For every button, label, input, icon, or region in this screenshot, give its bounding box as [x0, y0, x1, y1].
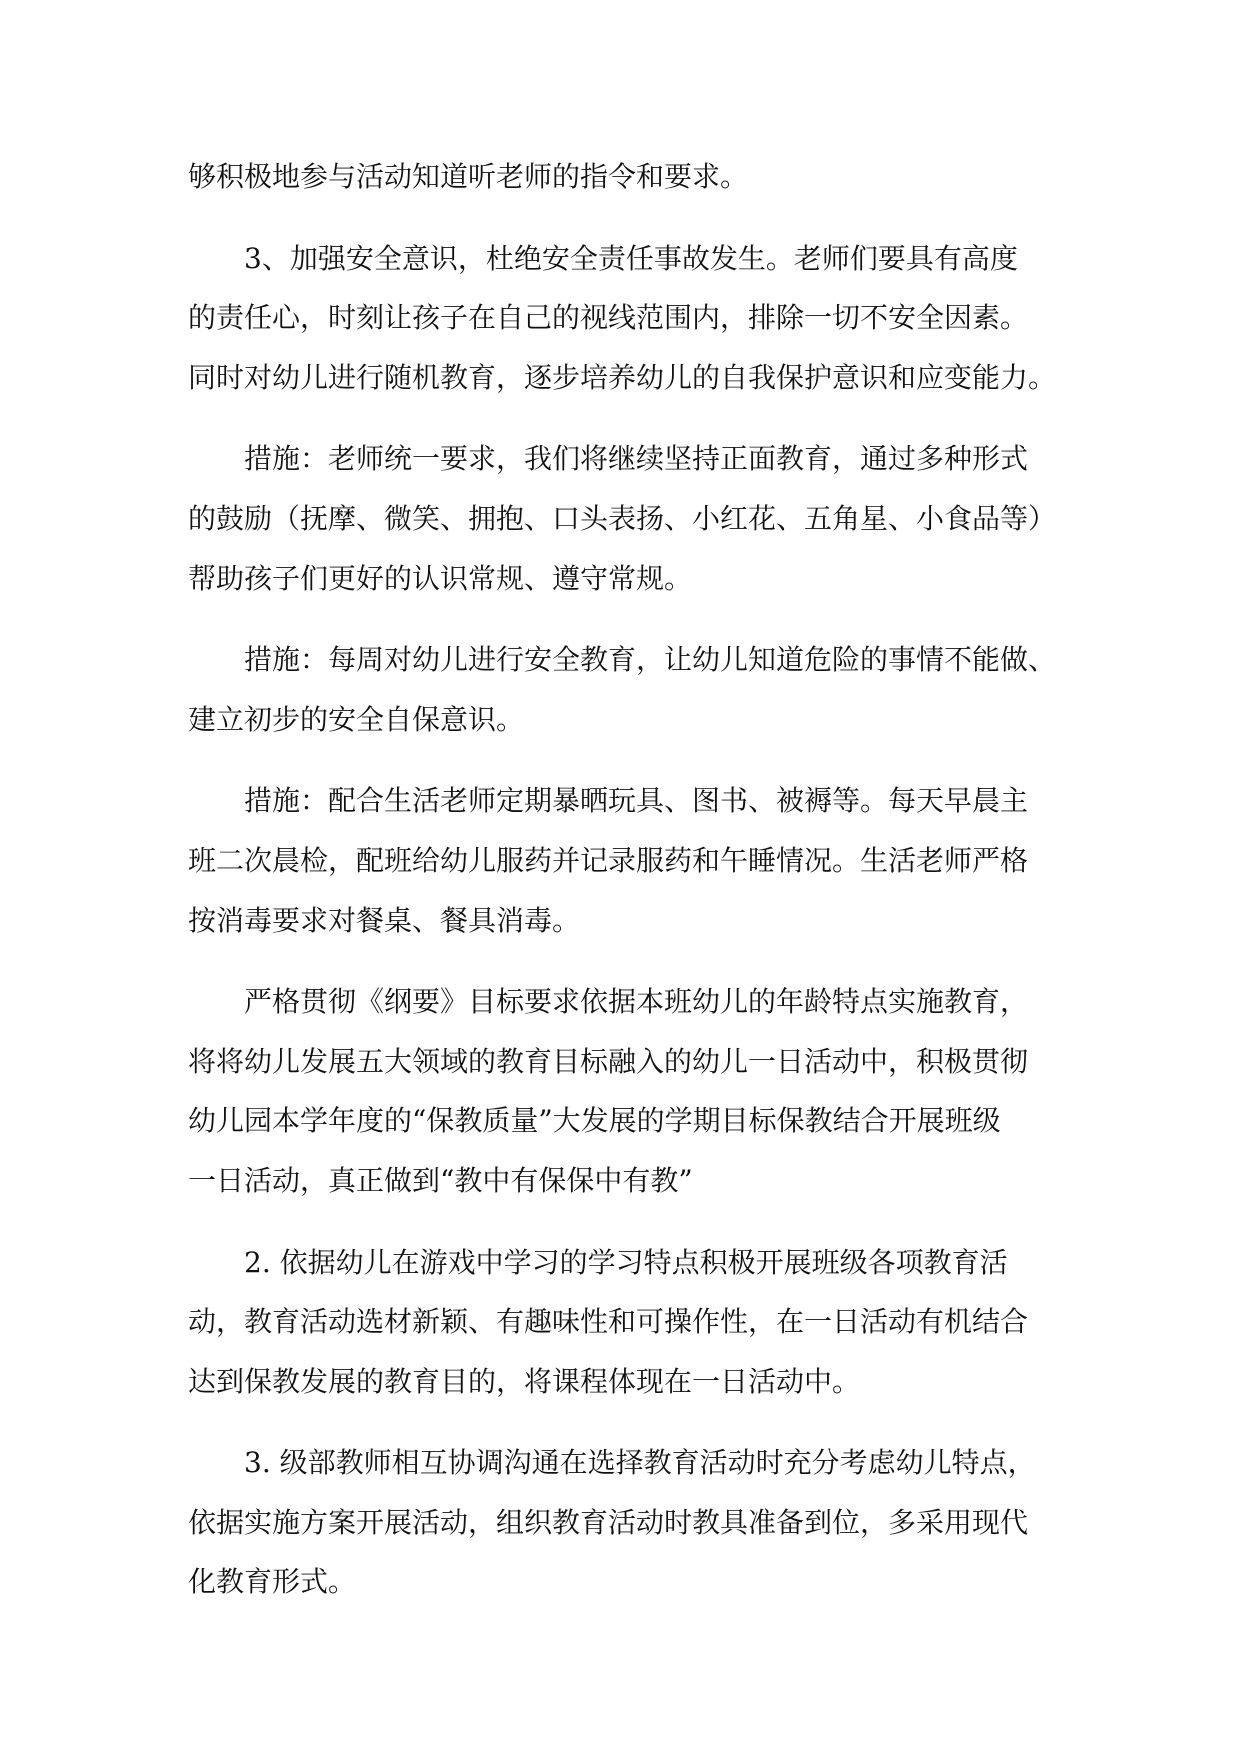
text-line: 达到保教发展的教育目的，将课程体现在一日活动中。: [188, 1364, 861, 1398]
paragraph-8-teacher-coordination: [188, 1433, 1056, 1612]
text-line: 措施：配合生活老师定期暴晒玩具、图书、被褥等。每天早晨主: [244, 784, 1029, 818]
text-line: 同时对幼儿进行随机教育，逐步培养幼儿的自我保护意识和应变能力。: [188, 360, 1057, 394]
text-line: 措施：每周对幼儿进行安全教育，让幼儿知道危险的事情不能做、: [244, 643, 1057, 677]
text-line: 按消毒要求对餐桌、餐具消毒。: [188, 903, 581, 937]
text-line: 3. 级部教师相互协调沟通在选择教育活动时充分考虑幼儿特点，: [244, 1446, 1036, 1480]
text-line: 一日活动，真正做到“教中有保保中有教”: [188, 1163, 693, 1197]
text-line: 帮助孩子们更好的认识常规、遵守常规。: [188, 561, 693, 595]
paragraph-3-measure-positive-education: [188, 429, 1056, 608]
text-line: 将将幼儿发展五大领域的教育目标融入的幼儿一日活动中，积极贯彻: [188, 1044, 1029, 1078]
text-line: 班二次晨检，配班给幼儿服药并记录服药和午睡情况。生活老师严格: [188, 843, 1029, 877]
text-line: 幼儿园本学年度的“保教质量”大发展的学期目标保教结合开展班级: [188, 1104, 1001, 1138]
text-line: 3、加强安全意识，杜绝安全责任事故发生。老师们要具有高度: [244, 241, 1018, 275]
text-line: 措施：老师统一要求，我们将继续坚持正面教育，通过多种形式: [244, 442, 1029, 476]
paragraph-2-safety-awareness: [188, 229, 1056, 408]
paragraph-4-measure-safety-education: [188, 630, 1056, 749]
text-line: 化教育形式。: [188, 1565, 357, 1599]
text-line: 建立初步的安全自保意识。: [188, 702, 525, 736]
text-line: 2. 依据幼儿在游戏中学习的学习特点积极开展班级各项教育活: [244, 1245, 1008, 1279]
text-line: 严格贯彻《纲要》目标要求依据本班幼儿的年龄特点实施教育，: [244, 985, 1029, 1019]
paragraph-5-measure-hygiene: [188, 771, 1056, 950]
text-line: 的责任心，时刻让孩子在自己的视线范围内，排除一切不安全因素。: [188, 301, 1029, 335]
paragraph-1: [188, 147, 1056, 207]
document-body: [188, 147, 1056, 1634]
text-line: 动，教育活动选材新颖、有趣味性和可操作性，在一日活动有机结合: [188, 1305, 1029, 1339]
text-line: 的鼓励（抚摩、微笑、拥抱、口头表扬、小红花、五角星、小食品等）: [188, 501, 1057, 535]
text-line: 依据实施方案开展活动，组织教育活动时教具准备到位，多采用现代: [188, 1505, 1029, 1539]
paragraph-6-outline-goals: [188, 972, 1056, 1210]
text-line: 够积极地参与活动知道听老师的指令和要求。: [188, 160, 749, 193]
paragraph-7-game-learning: [188, 1233, 1056, 1412]
